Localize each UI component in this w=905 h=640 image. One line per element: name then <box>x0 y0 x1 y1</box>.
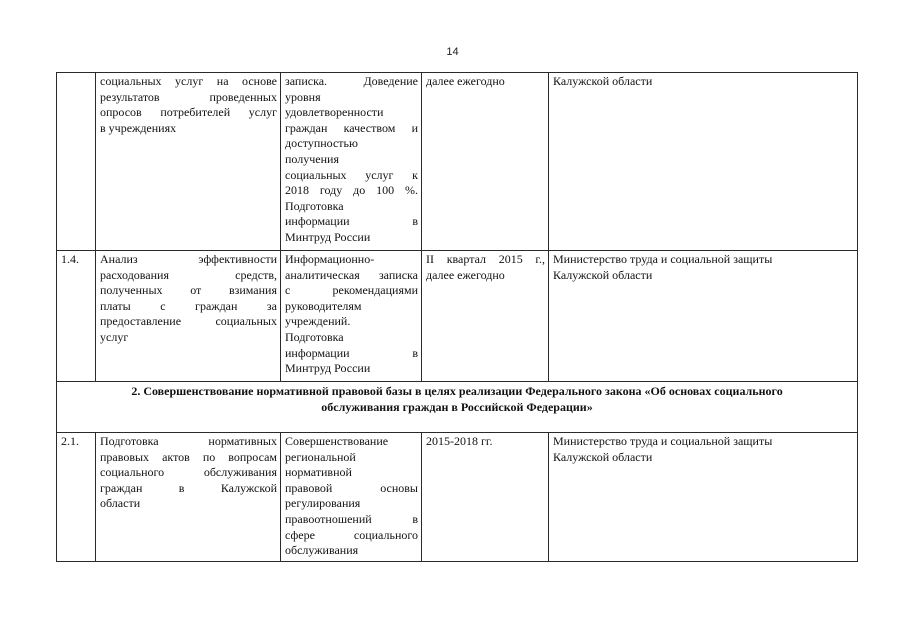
table-row <box>57 251 858 382</box>
responsible-cell <box>549 251 858 382</box>
cell-text-line: результатов проведенных <box>100 89 277 104</box>
cell-text-line: записка. Доведение <box>285 74 418 88</box>
cell-text-line: Министерство труда и социальной защиты <box>553 434 773 448</box>
cell-text-line: информации в <box>285 214 418 229</box>
deadline-text: 2015-2018 гг. <box>426 434 493 448</box>
cell-text-line: опросов потребителей услуг <box>100 105 277 120</box>
cell-text-line: Калужской области <box>553 267 653 282</box>
cell-text-line: в учреждениях <box>100 120 177 135</box>
cell-text-line: граждан качеством и <box>285 120 418 135</box>
result-cell <box>281 433 422 562</box>
page-number: 14 <box>446 46 459 58</box>
cell-text-line: с рекомендациями <box>285 283 418 298</box>
cell-text-line: уровня <box>285 89 321 104</box>
cell-text-line: платы с граждан за <box>100 298 277 313</box>
table-row <box>57 73 858 251</box>
cell-text-line: Минтруд России <box>285 229 371 244</box>
row-number-cell <box>57 433 96 562</box>
cell-text-line: граждан в Калужской <box>100 480 277 495</box>
section-header-row <box>57 382 858 433</box>
cell-text-line: далее ежегодно <box>426 267 505 282</box>
row-number: 1.4. <box>61 252 79 266</box>
cell-text-line: региональной <box>285 449 356 464</box>
cell-text-line: правовых актов по вопросам <box>100 449 277 464</box>
result-cell <box>281 251 422 382</box>
row-number: 2.1. <box>61 434 79 448</box>
responsible-text: Калужской области <box>553 74 653 88</box>
section-heading-line: обслуживания граждан в Российской Федерации» <box>321 399 593 414</box>
cell-text-line: доступностью <box>285 136 358 151</box>
cell-text-line: II квартал 2015 г., <box>426 252 545 266</box>
cell-text-line: руководителям <box>285 298 362 313</box>
cell-text-line: сфере социального <box>285 527 418 542</box>
cell-text-line: Информационно- <box>285 252 375 266</box>
cell-text-line: социального обслуживания <box>100 465 277 480</box>
cell-text-line: учреждений. <box>285 314 351 329</box>
cell-text-line: правовой основы <box>285 480 418 495</box>
section-heading <box>57 382 858 433</box>
cell-text-line: области <box>100 496 141 511</box>
cell-text-line: информации в <box>285 345 418 360</box>
cell-text-line: удовлетворенности <box>285 105 384 120</box>
cell-text-line: Подготовка нормативных <box>100 434 277 448</box>
cell-text-line: обслуживания <box>285 543 359 558</box>
cell-text-line: услуг <box>100 329 129 344</box>
cell-text-line: социальных услуг на основе <box>100 74 277 88</box>
cell-text-line: Совершенствование <box>285 434 389 448</box>
deadline-cell <box>422 73 549 251</box>
cell-text-line: получения <box>285 151 339 166</box>
cell-text-line: правоотношений в <box>285 511 418 526</box>
result-cell <box>281 73 422 251</box>
activity-cell <box>96 433 281 562</box>
cell-text-line: Подготовка <box>285 198 344 213</box>
deadline-text: далее ежегодно <box>426 74 505 88</box>
cell-text-line: предоставление социальных <box>100 314 277 329</box>
activity-cell <box>96 73 281 251</box>
row-number-cell <box>57 251 96 382</box>
cell-text-line: регулирования <box>285 496 361 511</box>
cell-text-line: расходования средств, <box>100 267 277 282</box>
measures-table <box>56 72 858 562</box>
deadline-cell <box>422 251 549 382</box>
cell-text-line: Министерство труда и социальной защиты <box>553 252 773 266</box>
section-heading-line: 2. Совершенствование нормативной правовой базы в целях реализации Федерального закона «Об основах социального <box>131 384 783 398</box>
cell-text-line: Анализ эффективности <box>100 252 277 266</box>
cell-text-line: социальных услуг к <box>285 167 418 182</box>
deadline-cell <box>422 433 549 562</box>
cell-text-line: аналитическая записка <box>285 267 418 282</box>
cell-text-line: Калужской области <box>553 449 653 464</box>
activity-cell <box>96 251 281 382</box>
cell-text-line: 2018 году до 100 %. <box>285 183 418 198</box>
table-row <box>57 433 858 562</box>
cell-text-line: Подготовка <box>285 329 344 344</box>
responsible-cell <box>549 73 858 251</box>
responsible-cell <box>549 433 858 562</box>
row-number-cell <box>57 73 96 251</box>
cell-text-line: Минтруд России <box>285 361 371 376</box>
cell-text-line: полученных от взимания <box>100 283 277 298</box>
cell-text-line: нормативной <box>285 465 352 480</box>
